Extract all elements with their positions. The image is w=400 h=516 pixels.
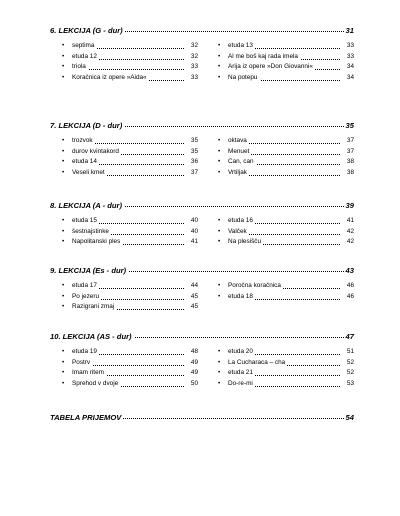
toc-item-label: Valček (228, 227, 249, 238)
section-heading (50, 26, 354, 38)
section-page-number: 35 (345, 121, 354, 130)
section-title: 7. LEKCIJA (D - dur) (50, 121, 123, 130)
toc-item-label: etuda 13 (228, 41, 255, 52)
toc-column-right (218, 347, 354, 389)
toc-item (62, 136, 198, 147)
toc-item-page: 40 (186, 227, 198, 238)
toc-item-label: Postrv (72, 358, 92, 369)
toc-item-page: 41 (186, 237, 198, 248)
toc-item-label: Imam ritem (72, 368, 106, 379)
bullet-icon: • (218, 238, 221, 245)
toc-item (62, 358, 198, 369)
toc-item-label: Na plesišču (228, 237, 263, 248)
toc-column-left (62, 347, 198, 389)
toc-item (218, 41, 354, 52)
toc-item (62, 347, 198, 358)
toc-item-page: 44 (186, 281, 198, 292)
toc-item-page: 33 (186, 62, 198, 73)
bullet-icon: • (218, 137, 221, 144)
toc-item-page: 32 (186, 52, 198, 63)
toc-item (218, 62, 354, 73)
toc-item-label: etuda 17 (72, 281, 99, 292)
section-title: TABELA PRIJEMOV (50, 413, 122, 422)
toc-item-label: etuda 21 (228, 368, 255, 379)
bullet-icon: • (62, 379, 65, 387)
toc-item (218, 292, 354, 303)
toc-item-label: trozvok (72, 136, 95, 147)
toc-item-page: 33 (342, 52, 354, 63)
bullet-icon: • (62, 227, 65, 235)
toc-item-page: 36 (186, 157, 198, 168)
toc-item (218, 281, 354, 292)
toc-item-label: Razigrani zmaj (72, 302, 116, 313)
toc-item-page: 34 (342, 73, 354, 84)
bullet-icon: • (62, 158, 65, 165)
bullet-icon: • (62, 42, 65, 49)
toc-item-page: 40 (186, 216, 198, 227)
toc-item-page: 41 (342, 216, 354, 227)
toc-item (218, 237, 354, 248)
bullet-icon: • (218, 217, 221, 224)
toc-item (218, 216, 354, 227)
toc-item-page: 45 (186, 292, 198, 303)
toc-item-page: 49 (186, 358, 198, 369)
toc-item-label: Na potepu (228, 73, 260, 84)
section-heading (50, 266, 354, 278)
toc-item-label: Can, can (228, 157, 256, 168)
toc-item-label: etuda 16 (228, 216, 255, 227)
toc-item (218, 379, 354, 390)
bullet-icon: • (218, 282, 221, 289)
bullet-icon: • (62, 52, 65, 60)
bullet-icon: • (218, 42, 221, 49)
bullet-icon: • (62, 168, 65, 176)
toc-item-page: 42 (342, 237, 354, 248)
toc-item (62, 41, 198, 52)
toc-item-page: 38 (342, 168, 354, 179)
toc-item (218, 347, 354, 358)
toc-item-page: 35 (186, 136, 198, 147)
toc-item (62, 52, 198, 63)
bullet-icon: • (62, 147, 65, 155)
toc-item-page: 51 (342, 347, 354, 358)
bullet-icon: • (218, 227, 221, 235)
section-heading (50, 332, 354, 344)
toc-item-page: 52 (342, 358, 354, 369)
bullet-icon: • (218, 52, 221, 60)
toc-item (218, 52, 354, 63)
toc-item (218, 358, 354, 369)
toc-item-label: etuda 15 (72, 216, 99, 227)
toc-item-page: 37 (342, 136, 354, 147)
toc-item-label: septima (72, 41, 96, 52)
toc-item (62, 302, 198, 313)
section-title: 9. LEKCIJA (Es - dur) (50, 266, 127, 275)
bullet-icon: • (218, 168, 221, 176)
bullet-icon: • (218, 379, 221, 387)
bullet-icon: • (218, 63, 221, 70)
toc-item-label: etuda 12 (72, 52, 99, 63)
bullet-icon: • (62, 282, 65, 289)
toc-item (218, 227, 354, 238)
toc-item-page: 52 (342, 368, 354, 379)
bullet-icon: • (62, 369, 65, 376)
toc-section-lekcija-10 (50, 332, 354, 387)
toc-item-label: Napolitanski ples (72, 237, 122, 248)
toc-item-label: etuda 18 (228, 292, 255, 303)
toc-item-label: etuda 14 (72, 157, 99, 168)
toc-item-label: Arija iz opere »Don Giovanni« (228, 62, 315, 73)
toc-item-page: 37 (342, 147, 354, 158)
toc-section-tabela-prijemov (50, 413, 354, 425)
bullet-icon: • (218, 369, 221, 376)
toc-item (218, 157, 354, 168)
toc-item (62, 237, 198, 248)
section-heading (50, 121, 354, 133)
toc-column-right (218, 216, 354, 248)
section-page-number: 43 (345, 266, 354, 275)
toc-item-label: Veseli kmet (72, 168, 107, 179)
toc-item-label: etuda 20 (228, 347, 255, 358)
section-title: 10. LEKCIJA (AS - dur) (50, 332, 132, 341)
bullet-icon: • (218, 147, 221, 155)
toc-item-label: Al me boš kaj rada imela (228, 52, 300, 63)
bullet-icon: • (218, 158, 221, 165)
toc-item-page: 32 (186, 41, 198, 52)
section-title: 6. LEKCIJA (G - dur) (50, 26, 123, 35)
section-heading (50, 201, 354, 213)
toc-item-page: 38 (342, 157, 354, 168)
toc-item-label: Vrtiljak (228, 168, 249, 179)
toc-item-page: 37 (186, 168, 198, 179)
toc-item-page: 46 (342, 292, 354, 303)
toc-section-lekcija-7 (50, 121, 354, 176)
toc-section-lekcija-8 (50, 201, 354, 245)
toc-item-page: 45 (186, 302, 198, 313)
toc-item (62, 216, 198, 227)
toc-column-right (218, 41, 354, 83)
bullet-icon: • (62, 358, 65, 366)
toc-item-page: 35 (186, 147, 198, 158)
toc-item-label: šestnajstinke (72, 227, 111, 238)
toc-item (218, 168, 354, 179)
toc-item (62, 62, 198, 73)
toc-item-page: 49 (186, 368, 198, 379)
toc-column-left (62, 216, 198, 248)
toc-item-label: Menuet (228, 147, 251, 158)
toc-item-page: 48 (186, 347, 198, 358)
toc-column-left (62, 281, 198, 313)
toc-column-right (218, 136, 354, 178)
toc-item (62, 157, 198, 168)
bullet-icon: • (218, 348, 221, 355)
toc-item (62, 168, 198, 179)
bullet-icon: • (62, 348, 65, 355)
toc-item-page: 33 (186, 73, 198, 84)
section-page-number: 39 (345, 201, 354, 210)
toc-column-left (62, 41, 198, 83)
toc-section-lekcija-6 (50, 26, 354, 81)
bullet-icon: • (62, 73, 65, 81)
section-page-number: 54 (345, 413, 354, 422)
toc-item-page: 34 (342, 62, 354, 73)
toc-item (62, 281, 198, 292)
toc-item-page: 33 (342, 41, 354, 52)
toc-item (62, 147, 198, 158)
bullet-icon: • (62, 238, 65, 245)
toc-item-page: 50 (186, 379, 198, 390)
toc-item-label: Koračnica iz opere »Aida« (72, 73, 149, 84)
toc-item (218, 73, 354, 84)
toc-item-label: La Cucharaca – cha (228, 358, 287, 369)
toc-item-label: triola (72, 62, 88, 73)
bullet-icon: • (62, 303, 65, 310)
toc-item-label: Po jezeru (72, 292, 101, 303)
toc-item (218, 147, 354, 158)
toc-item-label: durov kvintakord (72, 147, 121, 158)
toc-item-label: Sprehod v dvoje (72, 379, 120, 390)
toc-item-label: oktava (228, 136, 249, 147)
bullet-icon: • (218, 358, 221, 366)
section-page-number: 47 (345, 332, 354, 341)
toc-item (62, 227, 198, 238)
section-page-number: 31 (345, 26, 354, 35)
toc-item-label: Poročna koračnica (228, 281, 283, 292)
toc-section-lekcija-9 (50, 266, 354, 310)
toc-item (62, 73, 198, 84)
toc-column-right (218, 281, 354, 302)
section-heading (50, 413, 354, 425)
bullet-icon: • (62, 217, 65, 224)
toc-item (218, 368, 354, 379)
toc-item-label: Do-re-mi (228, 379, 255, 390)
bullet-icon: • (62, 63, 65, 70)
toc-item (62, 292, 198, 303)
toc-item (62, 368, 198, 379)
bullet-icon: • (62, 292, 65, 300)
section-title: 8. LEKCIJA (A - dur) (50, 201, 122, 210)
bullet-icon: • (62, 137, 65, 144)
bullet-icon: • (218, 292, 221, 300)
toc-item-page: 46 (342, 281, 354, 292)
toc-item-page: 53 (342, 379, 354, 390)
toc-item-page: 42 (342, 227, 354, 238)
toc-item (62, 379, 198, 390)
toc-item-label: etuda 19 (72, 347, 99, 358)
bullet-icon: • (218, 73, 221, 81)
toc-column-left (62, 136, 198, 178)
toc-item (218, 136, 354, 147)
